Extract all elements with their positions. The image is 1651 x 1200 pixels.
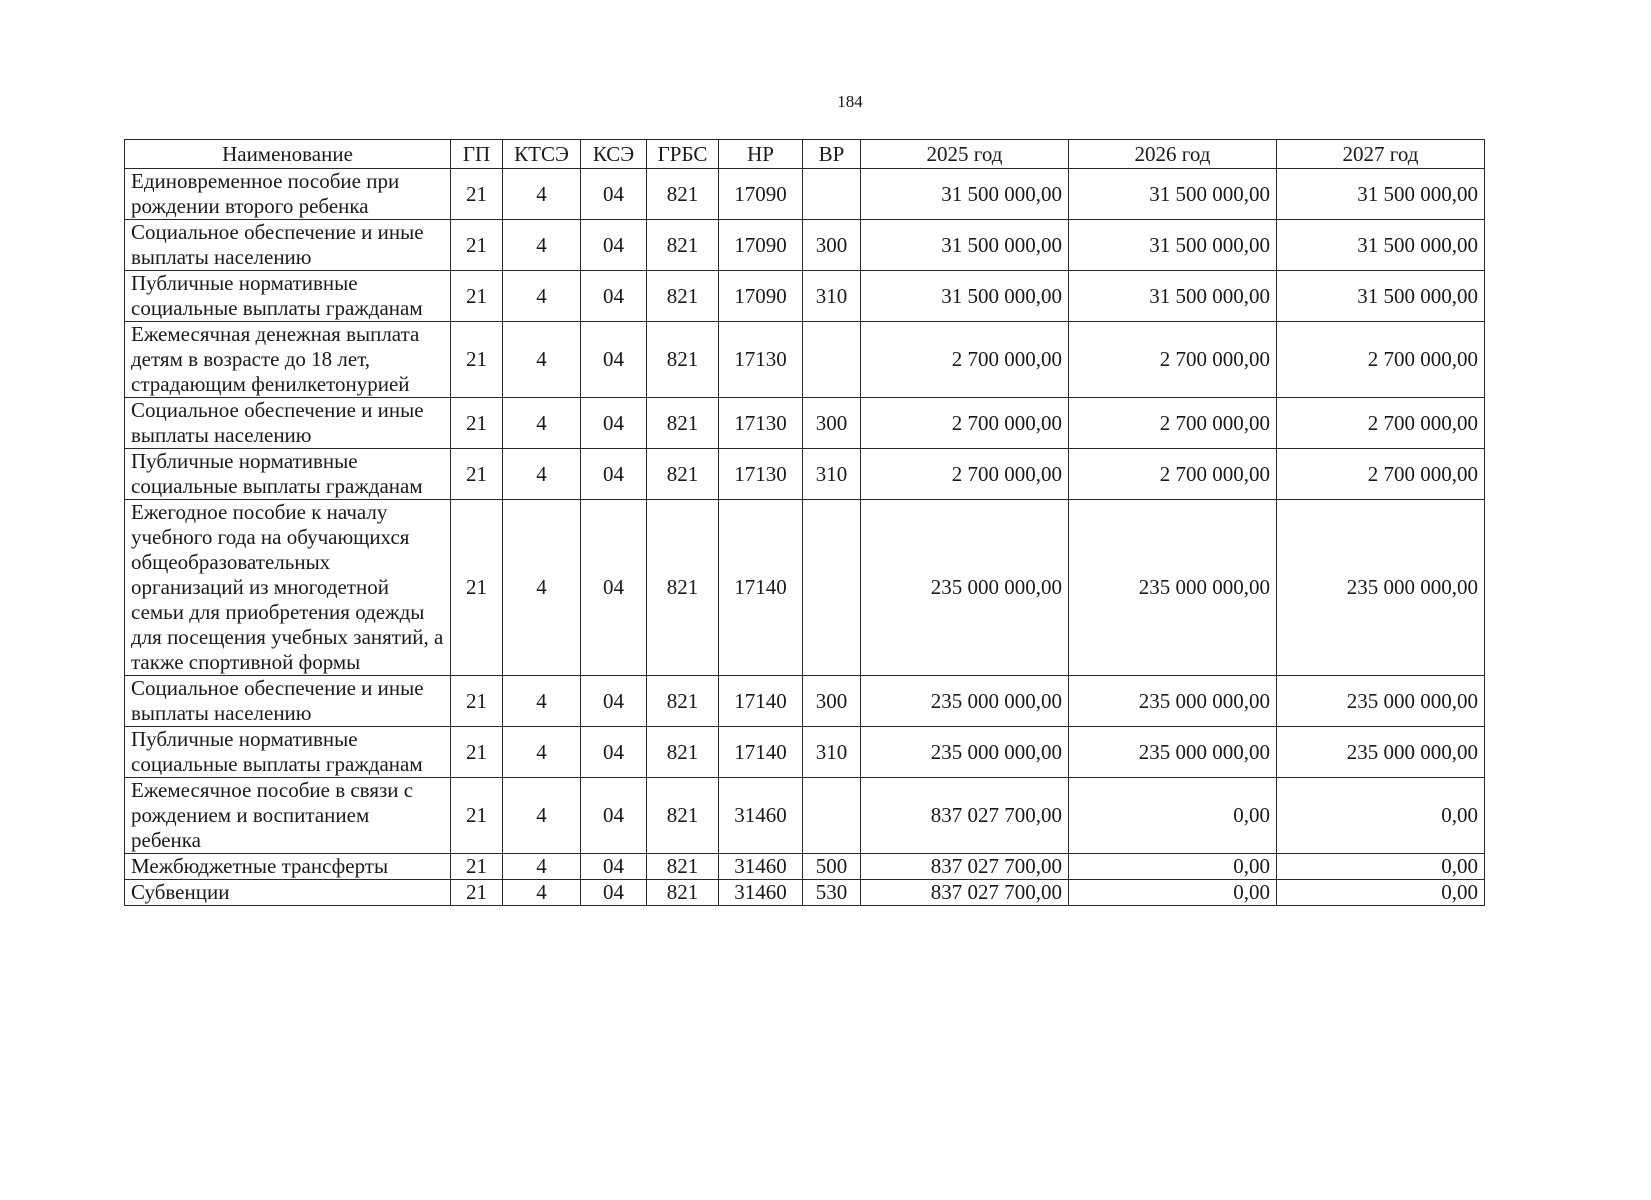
cell-amount-2026: 2 700 000,00 [1069, 398, 1277, 449]
cell-grbs: 821 [647, 169, 719, 220]
cell-nr: 17090 [719, 271, 803, 322]
header-2026: 2026 год [1069, 140, 1277, 169]
cell-gp: 21 [451, 169, 503, 220]
cell-amount-2027: 2 700 000,00 [1277, 322, 1485, 398]
table-row [125, 398, 1485, 449]
cell-amount-2026: 31 500 000,00 [1069, 271, 1277, 322]
cell-ktse: 4 [503, 322, 581, 398]
cell-nr: 17130 [719, 449, 803, 500]
cell-ktse: 4 [503, 220, 581, 271]
header-2027: 2027 год [1277, 140, 1485, 169]
cell-ktse: 4 [503, 880, 581, 906]
cell-nr: 17130 [719, 398, 803, 449]
cell-name: Ежемесячная денежная выплата детям в возрасте до 18 лет, страдающим фенилкетонурией [125, 322, 451, 398]
cell-gp: 21 [451, 854, 503, 880]
cell-amount-2025: 2 700 000,00 [861, 398, 1069, 449]
cell-vr [803, 778, 861, 854]
table-row [125, 880, 1485, 906]
cell-name: Ежегодное пособие к началу учебного года на обучающихся общеобразовательных организаций из многодетной семьи для приобретения одежды для посещения учебных занятий, а также спортивной формы [125, 500, 451, 676]
cell-name: Социальное обеспечение и иные выплаты населению [125, 398, 451, 449]
cell-amount-2025: 235 000 000,00 [861, 727, 1069, 778]
header-ktse: КТСЭ [503, 140, 581, 169]
budget-table [124, 139, 1485, 906]
cell-amount-2025: 235 000 000,00 [861, 500, 1069, 676]
cell-nr: 31460 [719, 854, 803, 880]
cell-vr: 300 [803, 676, 861, 727]
cell-name: Межбюджетные трансферты [125, 854, 451, 880]
cell-amount-2025: 837 027 700,00 [861, 880, 1069, 906]
cell-gp: 21 [451, 220, 503, 271]
table-row [125, 727, 1485, 778]
cell-kse: 04 [581, 169, 647, 220]
cell-vr: 310 [803, 449, 861, 500]
cell-amount-2027: 2 700 000,00 [1277, 398, 1485, 449]
cell-kse: 04 [581, 880, 647, 906]
cell-gp: 21 [451, 880, 503, 906]
cell-grbs: 821 [647, 880, 719, 906]
cell-amount-2026: 31 500 000,00 [1069, 169, 1277, 220]
cell-amount-2026: 235 000 000,00 [1069, 727, 1277, 778]
page-number: 184 [837, 92, 863, 111]
cell-nr: 17140 [719, 500, 803, 676]
table-row [125, 322, 1485, 398]
header-kse: КСЭ [581, 140, 647, 169]
cell-ktse: 4 [503, 271, 581, 322]
cell-kse: 04 [581, 500, 647, 676]
cell-name: Публичные нормативные социальные выплаты гражданам [125, 727, 451, 778]
header-nr: НР [719, 140, 803, 169]
cell-amount-2027: 235 000 000,00 [1277, 500, 1485, 676]
cell-name: Социальное обеспечение и иные выплаты населению [125, 220, 451, 271]
cell-vr [803, 500, 861, 676]
cell-name: Единовременное пособие при рождении второго ребенка [125, 169, 451, 220]
cell-kse: 04 [581, 449, 647, 500]
header-name: Наименование [125, 140, 451, 169]
cell-amount-2025: 31 500 000,00 [861, 220, 1069, 271]
table-row [125, 676, 1485, 727]
cell-grbs: 821 [647, 727, 719, 778]
cell-ktse: 4 [503, 854, 581, 880]
cell-nr: 31460 [719, 778, 803, 854]
table-row [125, 854, 1485, 880]
cell-vr [803, 169, 861, 220]
cell-ktse: 4 [503, 500, 581, 676]
cell-ktse: 4 [503, 398, 581, 449]
cell-amount-2027: 235 000 000,00 [1277, 676, 1485, 727]
cell-amount-2027: 31 500 000,00 [1277, 271, 1485, 322]
cell-kse: 04 [581, 778, 647, 854]
cell-name: Ежемесячное пособие в связи с рождением и воспитанием ребенка [125, 778, 451, 854]
cell-nr: 17130 [719, 322, 803, 398]
cell-ktse: 4 [503, 449, 581, 500]
cell-vr: 300 [803, 220, 861, 271]
cell-name: Публичные нормативные социальные выплаты гражданам [125, 449, 451, 500]
cell-nr: 31460 [719, 880, 803, 906]
cell-amount-2026: 0,00 [1069, 854, 1277, 880]
cell-name: Социальное обеспечение и иные выплаты населению [125, 676, 451, 727]
table-row [125, 169, 1485, 220]
cell-kse: 04 [581, 727, 647, 778]
cell-gp: 21 [451, 398, 503, 449]
cell-grbs: 821 [647, 322, 719, 398]
cell-grbs: 821 [647, 854, 719, 880]
cell-amount-2026: 235 000 000,00 [1069, 676, 1277, 727]
cell-gp: 21 [451, 271, 503, 322]
cell-gp: 21 [451, 500, 503, 676]
cell-vr [803, 322, 861, 398]
cell-amount-2025: 235 000 000,00 [861, 676, 1069, 727]
cell-amount-2025: 837 027 700,00 [861, 854, 1069, 880]
cell-gp: 21 [451, 676, 503, 727]
cell-kse: 04 [581, 220, 647, 271]
cell-amount-2027: 2 700 000,00 [1277, 449, 1485, 500]
cell-grbs: 821 [647, 778, 719, 854]
table-row [125, 500, 1485, 676]
cell-gp: 21 [451, 727, 503, 778]
table-body [125, 169, 1485, 906]
cell-name: Публичные нормативные социальные выплаты гражданам [125, 271, 451, 322]
cell-amount-2027: 0,00 [1277, 854, 1485, 880]
cell-ktse: 4 [503, 778, 581, 854]
cell-amount-2027: 0,00 [1277, 778, 1485, 854]
table-row [125, 778, 1485, 854]
cell-name: Субвенции [125, 880, 451, 906]
cell-kse: 04 [581, 271, 647, 322]
cell-amount-2026: 0,00 [1069, 778, 1277, 854]
cell-ktse: 4 [503, 676, 581, 727]
cell-grbs: 821 [647, 449, 719, 500]
cell-amount-2025: 2 700 000,00 [861, 449, 1069, 500]
cell-amount-2025: 2 700 000,00 [861, 322, 1069, 398]
cell-amount-2026: 235 000 000,00 [1069, 500, 1277, 676]
cell-kse: 04 [581, 676, 647, 727]
cell-ktse: 4 [503, 169, 581, 220]
cell-amount-2027: 31 500 000,00 [1277, 220, 1485, 271]
cell-amount-2025: 31 500 000,00 [861, 271, 1069, 322]
cell-ktse: 4 [503, 727, 581, 778]
cell-amount-2025: 837 027 700,00 [861, 778, 1069, 854]
table-row [125, 220, 1485, 271]
cell-nr: 17140 [719, 727, 803, 778]
table-row [125, 449, 1485, 500]
header-2025: 2025 год [861, 140, 1069, 169]
cell-grbs: 821 [647, 398, 719, 449]
table-row [125, 271, 1485, 322]
cell-amount-2026: 31 500 000,00 [1069, 220, 1277, 271]
table-header-row [125, 140, 1485, 169]
cell-kse: 04 [581, 854, 647, 880]
cell-grbs: 821 [647, 271, 719, 322]
cell-grbs: 821 [647, 500, 719, 676]
cell-gp: 21 [451, 449, 503, 500]
cell-amount-2027: 0,00 [1277, 880, 1485, 906]
cell-amount-2025: 31 500 000,00 [861, 169, 1069, 220]
cell-grbs: 821 [647, 220, 719, 271]
cell-vr: 300 [803, 398, 861, 449]
cell-vr: 530 [803, 880, 861, 906]
cell-vr: 310 [803, 727, 861, 778]
cell-amount-2027: 235 000 000,00 [1277, 727, 1485, 778]
cell-nr: 17140 [719, 676, 803, 727]
cell-gp: 21 [451, 322, 503, 398]
cell-amount-2026: 0,00 [1069, 880, 1277, 906]
header-vr: ВР [803, 140, 861, 169]
cell-amount-2027: 31 500 000,00 [1277, 169, 1485, 220]
cell-nr: 17090 [719, 169, 803, 220]
cell-kse: 04 [581, 398, 647, 449]
cell-amount-2026: 2 700 000,00 [1069, 449, 1277, 500]
cell-amount-2026: 2 700 000,00 [1069, 322, 1277, 398]
cell-vr: 500 [803, 854, 861, 880]
cell-gp: 21 [451, 778, 503, 854]
cell-vr: 310 [803, 271, 861, 322]
header-gp: ГП [451, 140, 503, 169]
cell-kse: 04 [581, 322, 647, 398]
header-grbs: ГРБС [647, 140, 719, 169]
cell-nr: 17090 [719, 220, 803, 271]
cell-grbs: 821 [647, 676, 719, 727]
